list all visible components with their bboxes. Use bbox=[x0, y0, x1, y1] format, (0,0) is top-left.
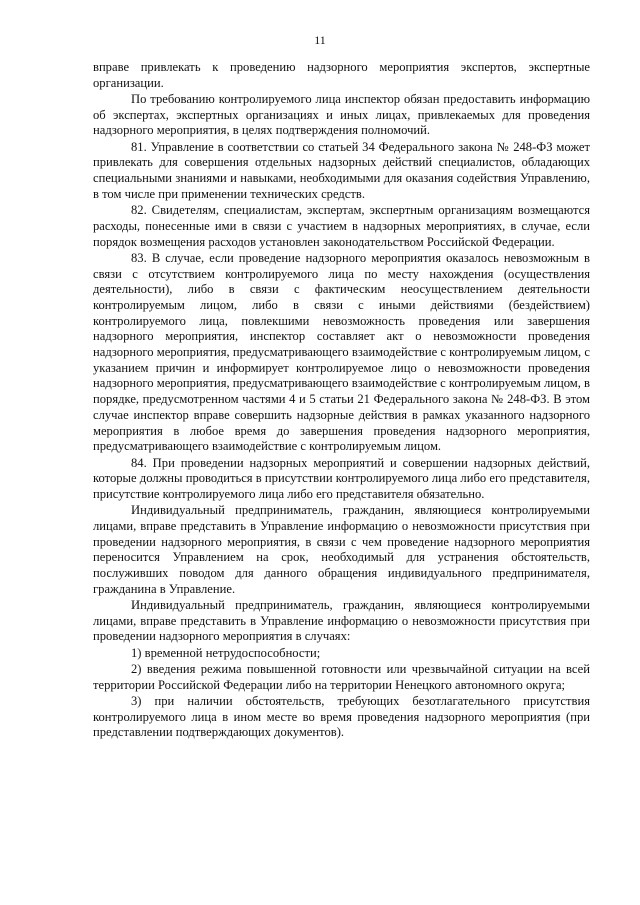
paragraph-entrepreneur-postpone: Индивидуальный предприниматель, гражданин, являющиеся контролируемыми лицами, вправе представить в Управление информацию о невозможности присутствия при проведении надзорного мероприятия, в связи с чем проведение надзорного мероприятия переносится Управлением на срок, необходимый для устранения обстоятельств, послуживших поводом для данного обращения индивидуального предпринимателя, гражданина в Управление. bbox=[93, 503, 590, 596]
list-item-1: 1) временной нетрудоспособности; bbox=[131, 645, 321, 660]
page-number: 11 bbox=[314, 33, 326, 47]
list-item-2: 2) введения режима повышенной готовности или чрезвычайной ситуации на всей территории Российской Федерации либо на территории Ненецкого автономного округа; bbox=[93, 662, 590, 692]
list-item-3: 3) при наличии обстоятельств, требующих безотлагательного присутствия контролируемого лица в ином месте во время проведения надзорного мероприятия (при представлении подтверждающих документов). bbox=[93, 694, 590, 740]
paragraph-entrepreneur-cases: Индивидуальный предприниматель, гражданин, являющиеся контролируемыми лицами, вправе представить в Управление информацию о невозможности присутствия при проведении надзорного мероприятия в случаях: bbox=[93, 598, 590, 644]
document-body bbox=[93, 60, 590, 742]
paragraph-84: 84. При проведении надзорных мероприятий и совершении надзорных действий, которые должны проводиться в присутствии контролируемого лица либо его представителя, присутствие контролируемого лица либо его представителя обязательно. bbox=[93, 455, 590, 501]
paragraph-82: 82. Свидетелям, специалистам, экспертам, экспертным организациям возмещаются расходы, понесенные ими в связи с участием в надзорных мероприятиях, в случае, если порядок возмещения расходов установлен законодательством Российской Федерации. bbox=[93, 203, 590, 249]
paragraph-81: 81. Управление в соответствии со статьей 34 Федерального закона № 248-ФЗ может привлекать для совершения отдельных надзорных действий специалистов, обладающих специальными знаниями и навыками, необходимыми для оказания содействия Управлению, в том числе при применении технических средств. bbox=[93, 139, 590, 201]
paragraph-continuation: вправе привлекать к проведению надзорного мероприятия экспертов, экспертные организации. bbox=[93, 60, 590, 90]
paragraph-inspector-info: По требованию контролируемого лица инспектор обязан предоставить информацию об экспертах, экспертных организациях и иных лицах, привлекаемых для проведения надзорного мероприятия, в целях подтверждения полномочий. bbox=[93, 92, 590, 138]
paragraph-83: 83. В случае, если проведение надзорного мероприятия оказалось невозможным в связи с отсутствием контролируемого лица по месту нахождения (осуществления деятельности), либо в связи с фактическим неосуществлением деятельности контролируемым лицом, либо в связи с иными действиями (бездействием) контролируемого лица, повлекшими невозможность проведения или завершения надзорного мероприятия, инспектор составляет акт о невозможности проведения надзорного мероприятия, предусматривающего взаимодействие с контролируемым лицом, с указанием причин и информирует контролируемое лицо о невозможности проведения надзорного мероприятия, предусматривающего взаимодействие с контролируемым лицом, в порядке, предусмотренном частями 4 и 5 статьи 21 Федерального закона № 248-ФЗ. В этом случае инспектор вправе совершить надзорные действия в рамках указанного надзорного мероприятия в любое время до завершения проведения надзорного мероприятия, предусматривающего взаимодействие с контролируемым лицом. bbox=[93, 250, 590, 454]
